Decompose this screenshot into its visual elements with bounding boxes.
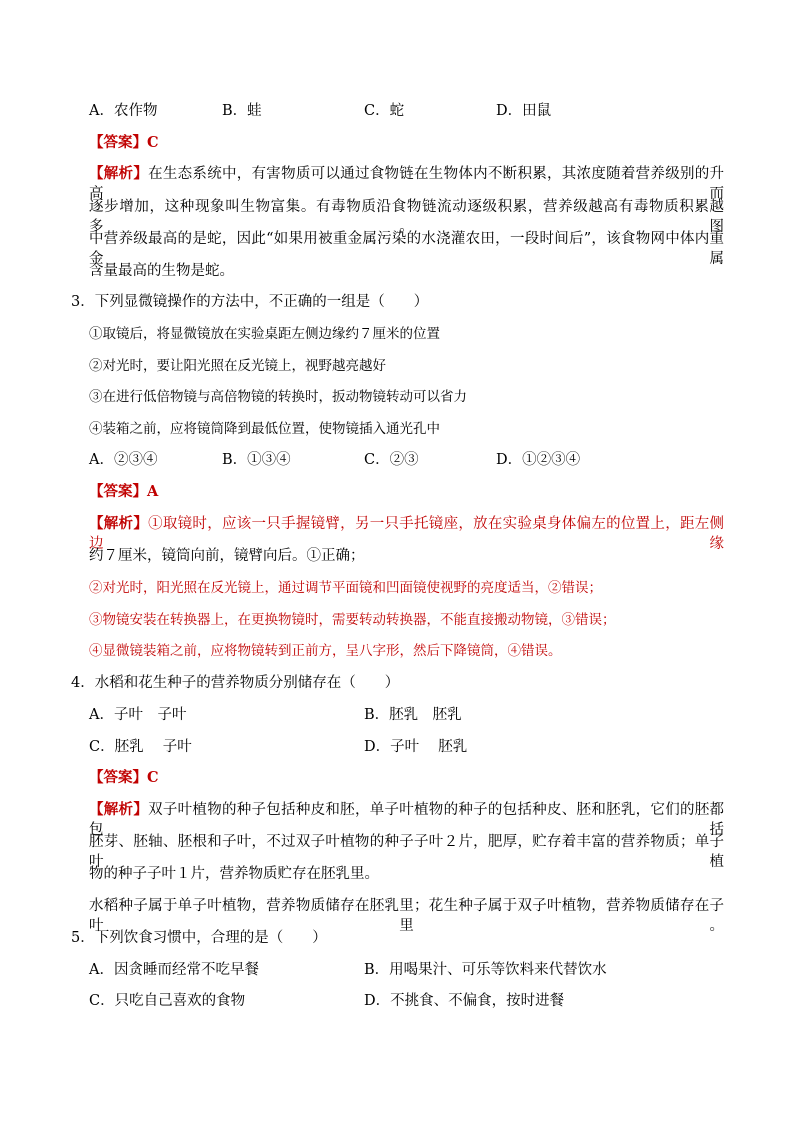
- q2-option-c: C．蛇: [364, 103, 405, 119]
- answer-tag: 【答案】: [89, 769, 147, 786]
- q3-option-d: D．①②③④: [496, 452, 581, 468]
- q2-option-a: A．农作物: [89, 103, 158, 119]
- answer-value: C: [147, 134, 159, 151]
- q4-stem: 4．水稻和花生种子的营养物质分别储存在（ ）: [71, 675, 400, 691]
- q5-option-c: C．只吃自己喜欢的食物: [89, 993, 246, 1009]
- q4-option-a: A．子叶 子叶: [89, 707, 187, 723]
- q5-option-a: A．因贪睡而经常不吃早餐: [89, 962, 259, 978]
- answer-value: C: [147, 769, 159, 786]
- q3-item-1: ①取镜后，将显微镜放在实验桌距左侧边缘约７厘米的位置: [89, 326, 440, 342]
- analysis-tag: 【解析】: [89, 165, 149, 182]
- q3-option-a: A．②③④: [89, 452, 158, 468]
- q3-stem: 3．下列显微镜操作的方法中，不正确的一组是（ ）: [71, 294, 429, 310]
- q3-item-2: ②对光时，要让阳光照在反光镜上，视野越亮越好: [89, 358, 386, 374]
- q2-answer: [89, 133, 159, 153]
- q3-item-4: ④装箱之前，应将镜筒降到最低位置，使物镜插入通光孔中: [89, 421, 440, 437]
- q3-analysis-line: 约７厘米，镜筒向前，镜臂向后。①正确；: [89, 548, 365, 564]
- q5-stem: 5．下列饮食习惯中，合理的是（ ）: [71, 930, 327, 946]
- q2-analysis-line: 逐步增加，这种现象叫生物富集。有毒物质沿食物链流动逐级积累，营养级越高有毒物质积累越多。图: [89, 199, 724, 235]
- analysis-tag: 【解析】: [89, 801, 149, 818]
- q3-answer: [89, 482, 158, 502]
- q2-analysis-line: 中营养级最高的是蛇，因此“如果用被重金属污染的水浇灌农田，一段时间后”，该食物网中体内重金属: [89, 231, 724, 267]
- q3-option-b: B．①③④: [222, 452, 291, 468]
- q2-option-d: D．田鼠: [496, 103, 552, 119]
- q4-option-c: C．胚乳 子叶: [89, 739, 192, 755]
- answer-value: A: [147, 483, 159, 500]
- q4-analysis-line: 物的种子子叶１片，营养物质贮存在胚乳里。: [89, 866, 379, 882]
- analysis-text: ①取镜时，应该一只手握镜臂，另一只手托镜座，放在实验桌身体偏左的位置上，距左侧边缘: [89, 516, 725, 552]
- analysis-text: 双子叶植物的种子包括种皮和胚，单子叶植物的种子的包括种皮、胚和胚乳，它们的胚都包括: [89, 802, 725, 838]
- q3-analysis-line: ③物镜安装在转换器上，在更换物镜时，需要转动转换器，不能直接搬动物镜，③错误；: [89, 612, 616, 628]
- q4-option-b: B．胚乳 胚乳: [364, 707, 462, 723]
- q4-answer: [89, 768, 159, 788]
- q4-analysis-line: 水稻种子属于单子叶植物，营养物质储存在胚乳里；花生种子属于双子叶植物，营养物质储存在子叶里。: [89, 898, 724, 934]
- q3-option-c: C．②③: [364, 452, 419, 468]
- q3-analysis-line: ②对光时，阳光照在反光镜上，通过调节平面镜和凹面镜使视野的亮度适当，②错误；: [89, 580, 602, 596]
- answer-tag: 【答案】: [89, 483, 147, 500]
- q2-analysis-line: 含量最高的生物是蛇。: [89, 263, 234, 279]
- q4-analysis-line: 胚芽、胚轴、胚根和子叶，不过双子叶植物的种子子叶２片，肥厚，贮存着丰富的营养物质；单子叶植: [89, 834, 724, 870]
- q4-option-d: D．子叶 胚乳: [364, 739, 468, 755]
- answer-tag: 【答案】: [89, 134, 147, 151]
- analysis-text: 在生态系统中，有害物质可以通过食物链在生物体内不断积累，其浓度随着营养级别的升高而: [89, 166, 725, 202]
- analysis-tag: 【解析】: [89, 515, 149, 532]
- q5-option-d: D．不挑食、不偏食，按时进餐: [364, 993, 565, 1009]
- q3-item-3: ③在进行低倍物镜与高倍物镜的转换时，扳动物镜转动可以省力: [89, 389, 467, 405]
- q3-analysis-line: ④显微镜装箱之前，应将物镜转到正前方，呈八字形，然后下降镜筒，④错误。: [89, 643, 562, 659]
- q2-option-b: B．蛙: [222, 103, 262, 119]
- q5-option-b: B．用喝果汁、可乐等饮料来代替饮水: [364, 962, 607, 978]
